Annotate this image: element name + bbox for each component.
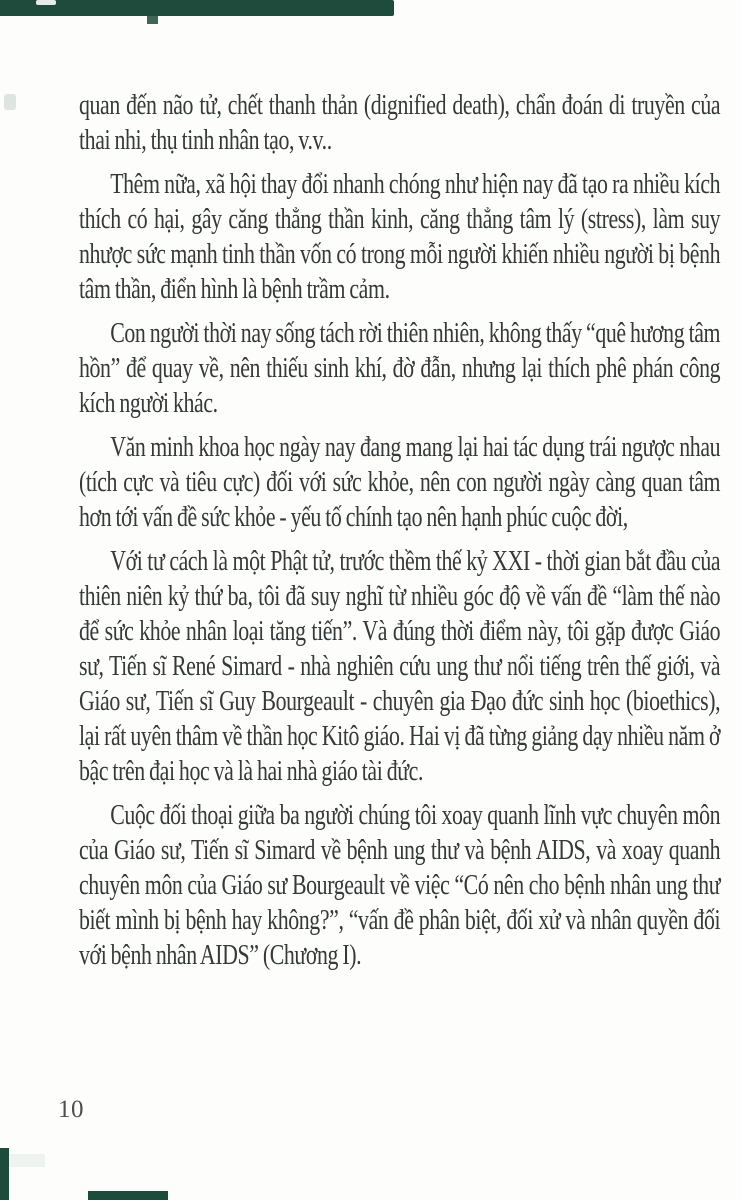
paragraph: Con người thời nay sống tách rời thiên nhiên, không thấy “quê hương tâm hồn” để quay về, nên thiếu sinh khí, đờ đẫn, nhưng lại thích phê phán công kích người khác. (79, 318, 721, 419)
scan-smudge-left-margin (4, 94, 16, 110)
scan-smudge-top (36, 0, 56, 5)
scan-smudge-bottom-left (9, 1154, 45, 1167)
scan-edge-top-nub (147, 16, 158, 24)
scan-edge-bottom-bar (88, 1191, 168, 1200)
paragraph: Thêm nữa, xã hội thay đổi nhanh chóng như hiện nay đã tạo ra nhiều kích thích có hại, gây căng thẳng thần kinh, căng thẳng tâm lý (stress), làm suy nhược sức mạnh tinh thần vốn có trong mỗi người khiến nhiều người bị bệnh tâm thần, điển hình là bệnh trầm cảm. (79, 169, 721, 305)
scan-edge-top-band (0, 0, 394, 16)
paragraph: Cuộc đối thoại giữa ba người chúng tôi xoay quanh lĩnh vực chuyên môn của Giáo sư, Tiến sĩ Simard về bệnh ung thư và bệnh AIDS, và xoay quanh chuyên môn của Giáo sư Bourgeault về việc “Có nên cho bệnh nhân ung thư biết mình bị bệnh hay không?”, “vấn đề phân biệt, đối xử và nhân quyền đối với bệnh nhân AIDS” (Chương I). (79, 800, 721, 971)
paragraph: Với tư cách là một Phật tử, trước thềm thế kỷ XXI - thời gian bắt đầu của thiên niên kỷ thứ ba, tôi đã suy nghĩ từ nhiều góc độ về vấn đề “làm thế nào để sức khỏe nhân loại tăng tiến”. Và đúng thời điểm này, tôi gặp được Giáo sư, Tiến sĩ René Simard - nhà nghiên cứu ung thư nổi tiếng trên thế giới, và Giáo sư, Tiến sĩ Guy Bourgeault - chuyên gia Đạo đức sinh học (bioethics), lại rất uyên thâm về thần học Kitô giáo. Hai vị đã từng giảng dạy nhiều năm ở bậc trên đại học và là hai nhà giáo tài đức. (79, 546, 721, 787)
paragraph: quan đến não tử, chết thanh thản (dignified death), chẩn đoán di truyền của thai nhi, thụ tinh nhân tạo, v.v.. (79, 90, 721, 156)
paragraph: Văn minh khoa học ngày nay đang mang lại hai tác dụng trái ngược nhau (tích cực và tiêu cực) đối với sức khỏe, nên con người ngày càng quan tâm hơn tới vấn đề sức khỏe - yếu tố chính tạo nên hạnh phúc cuộc đời, (79, 432, 721, 533)
page-number: 10 (58, 1096, 84, 1123)
scan-edge-bottom-left-bar (0, 1148, 9, 1200)
body-text (79, 88, 720, 982)
